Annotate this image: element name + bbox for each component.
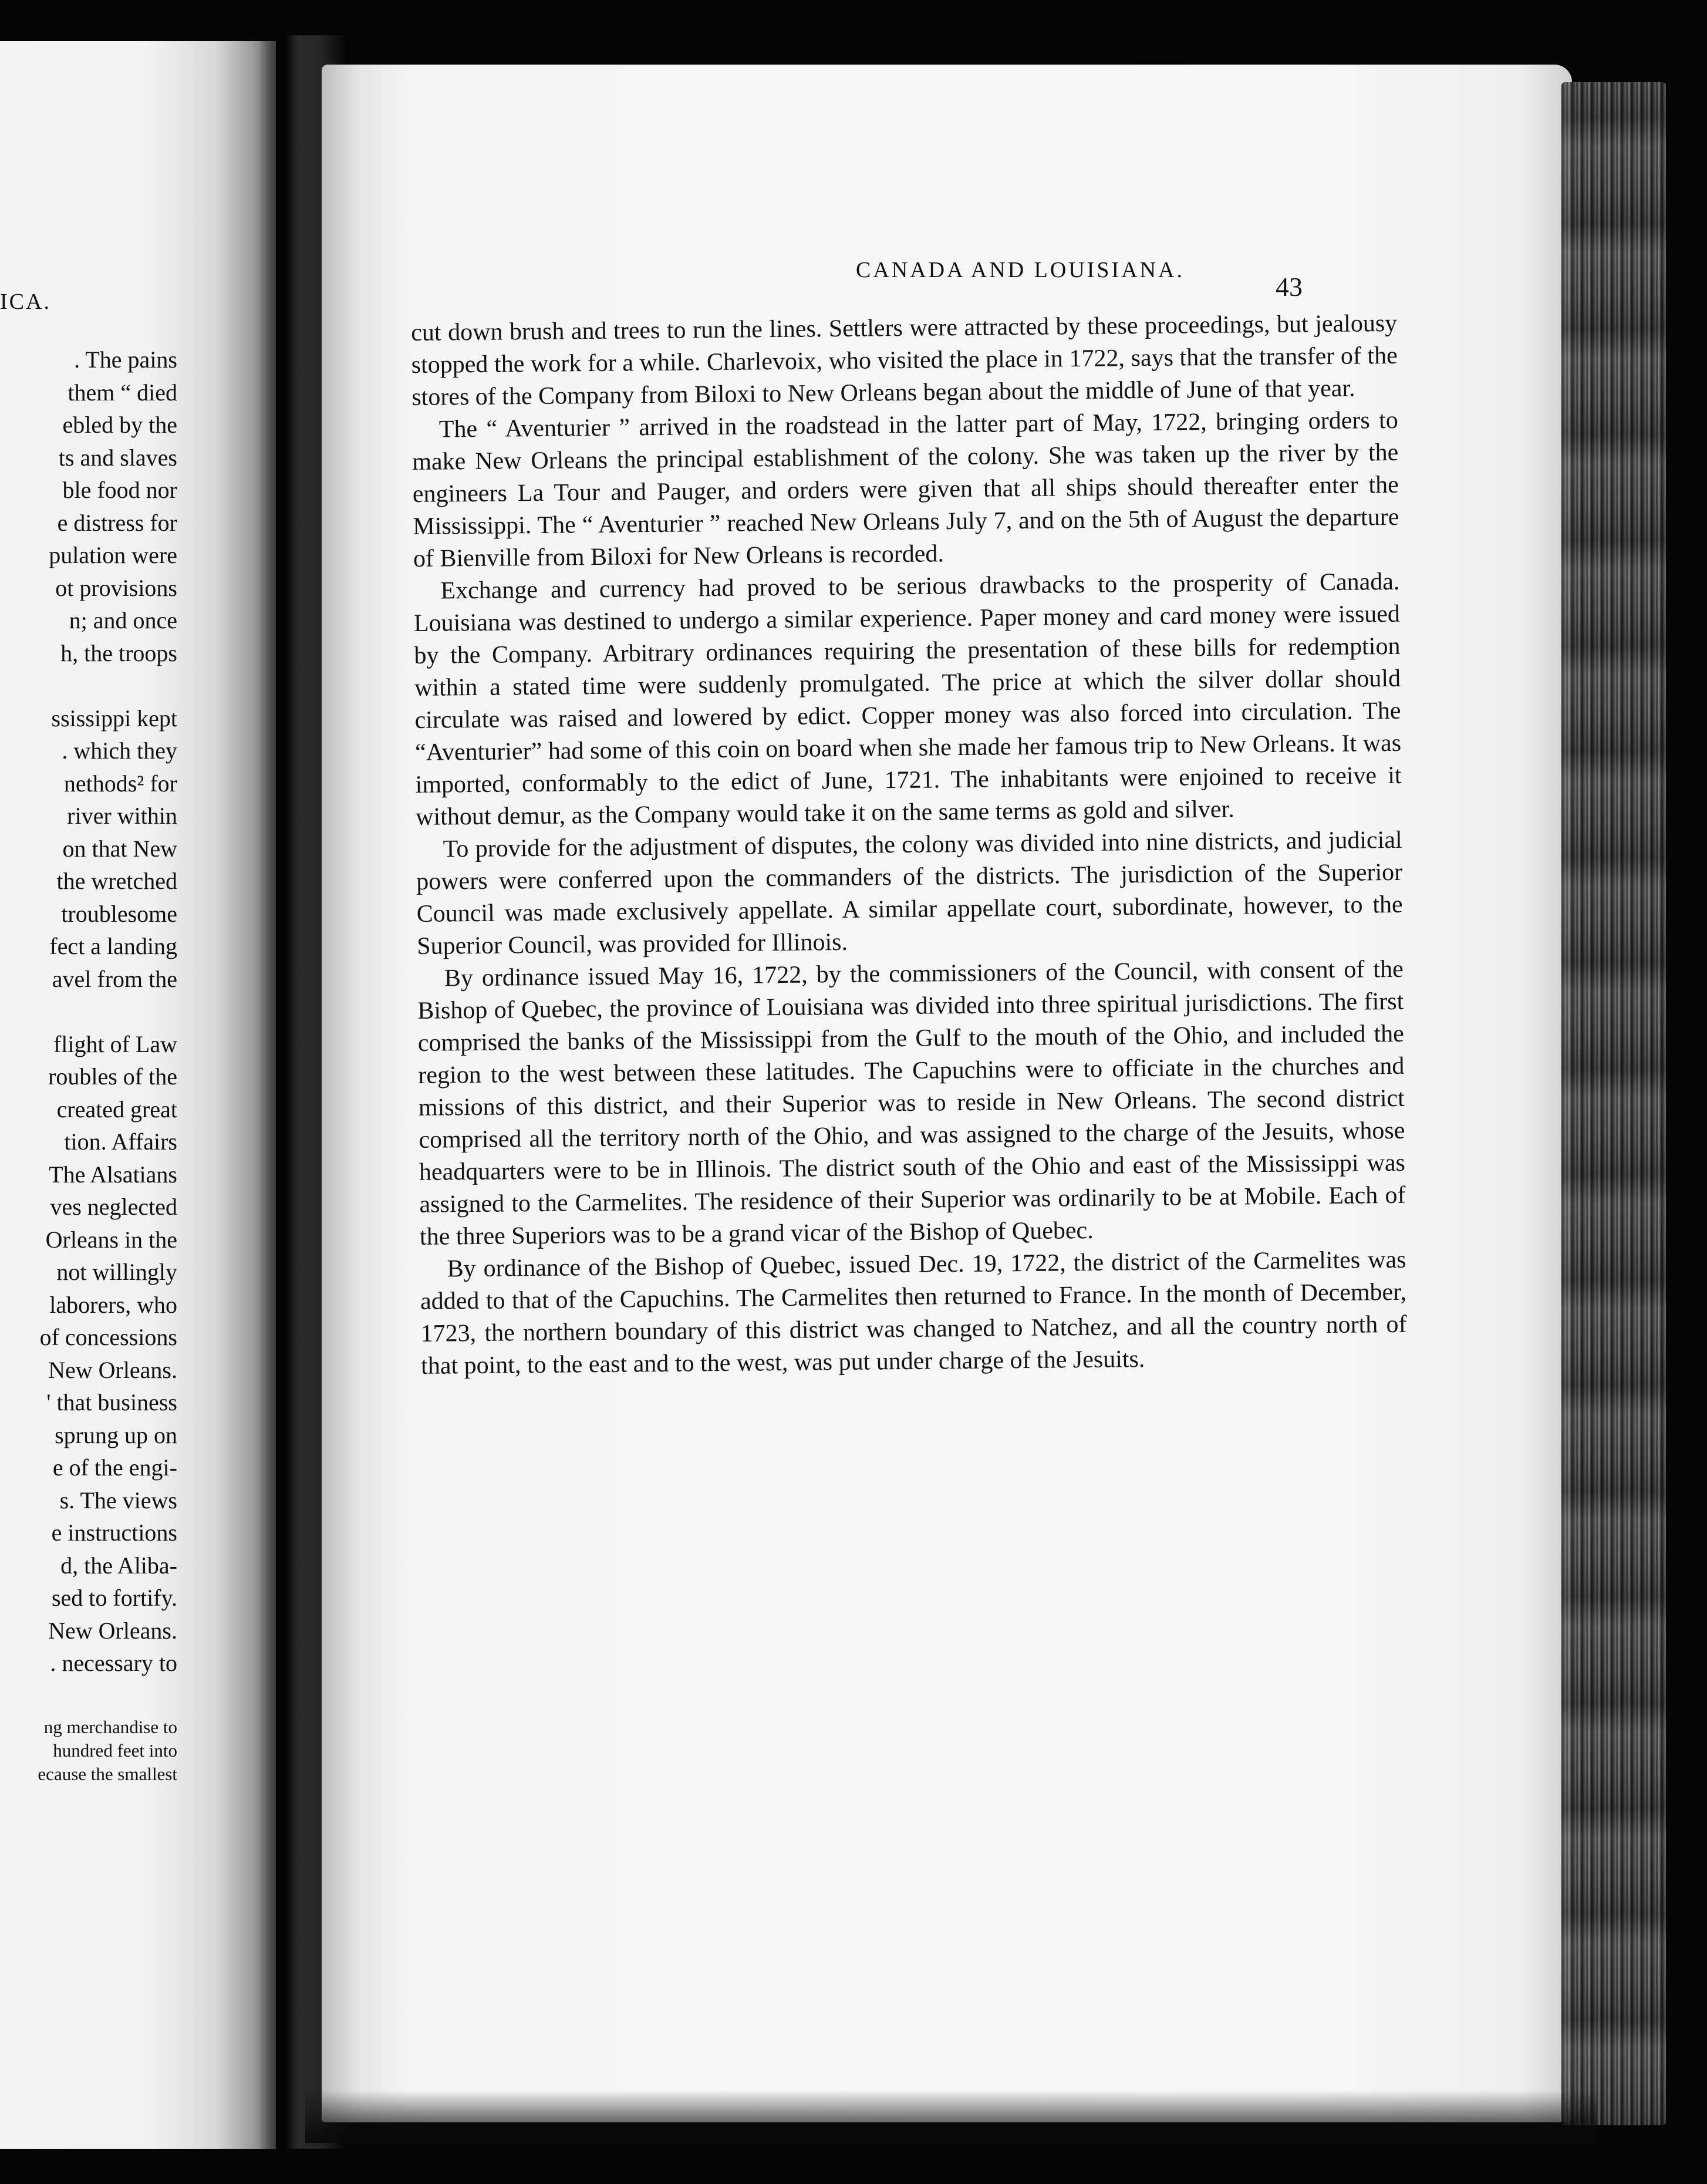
previous-page-line: The Alsatians	[49, 1161, 177, 1188]
previous-page-line: them “ died	[68, 379, 177, 406]
previous-page-line: avel from the	[52, 965, 177, 992]
previous-page-line: created great	[56, 1096, 177, 1123]
paragraph: cut down brush and trees to run the lines. Settlers were attracted by these proceedings, but jealousy stopped the work for a while. Charlevoix, who visited the place in 1722, says that the transfer of the stores of the Company from Biloxi to New Orleans began about the middle of June of that year.	[411, 309, 1398, 411]
previous-page-line: . which they	[62, 737, 177, 764]
previous-page-line: laborers, who	[49, 1291, 177, 1318]
previous-page-line: d, the Aliba-	[60, 1552, 177, 1579]
previous-page	[0, 41, 276, 2149]
previous-page-line	[0, 995, 177, 1028]
previous-page-line: . The pains	[74, 346, 177, 373]
book-page	[322, 65, 1572, 2122]
previous-page-line: sed to fortify.	[51, 1585, 177, 1611]
previous-page-line: of concessions	[39, 1324, 177, 1350]
previous-page-text	[0, 343, 177, 1680]
previous-page-line: e distress for	[57, 509, 177, 536]
paragraph: By ordinance issued May 16, 1722, by the commissioners of the Council, with consent of the Bishop of Quebec, the province of Louisiana was divided into three spiritual jurisdictions. The first comprised the banks of the Mississippi from the Gulf to the mouth of the Ohio, and included the region to the west between these latitudes. The Capuchins were to officiate in the churches and missions of this district, and their Superior was to reside in New Orleans. The second district comprised all the territory north of the Ohio, and was assigned to the charge of the Jesuits, whose headquarters were to be in Illinois. The district south of the Ohio and east of the Mississippi was assigned to the Carmelites. The residence of their Superior was ordinarily to be at Mobile. Each of the three Superiors was to be a grand vicar of the Bishop of Quebec.	[417, 955, 1406, 1251]
paragraph: Exchange and currency had proved to be serious drawbacks to the prosperity of Canada. Louisiana was destined to undergo a similar experience. Paper money and card money were issued by the Company. Arbitrary ordinances requiring the presentation of these bills for redemption within a stated time were suddenly promulgated. The price at which the silver dollar should circulate was raised and lowered by edict. Copper money was also forced into circulation. The “Aventurier” had some of this coin on board when she made her famous trip to New Orleans. It was imported, conformably to the edict of June, 1721. The inhabitants were enjoined to receive it without demur, as the Company would take it on the same terms as gold and silver.	[413, 568, 1402, 831]
book-fore-edge	[1561, 82, 1666, 2125]
previous-page-line: pulation were	[49, 542, 177, 568]
previous-page-line: roubles of the	[48, 1063, 177, 1090]
previous-page-footnote-line: ng merchandise to	[43, 1717, 177, 1737]
previous-page-line: New Orleans.	[48, 1356, 177, 1383]
previous-page-line: on that New	[62, 835, 177, 862]
previous-page-running-head: ICA.	[0, 289, 51, 314]
previous-page-line: troublesome	[61, 900, 177, 927]
page-body	[411, 308, 1407, 1383]
previous-page-line: not willingly	[56, 1259, 177, 1285]
previous-page-line: s. The views	[59, 1487, 177, 1514]
previous-page-line: ' that business	[46, 1389, 177, 1415]
previous-page-footnote-line: ecause the smallest	[38, 1764, 177, 1784]
previous-page-line: Orleans in the	[45, 1226, 177, 1253]
paragraph: To provide for the adjustment of disputes, the colony was divided into nine districts, and judicial powers were conferred upon the commanders of the districts. The jurisdiction of the Superior Council was made exclusively appellate. A similar appellate court, subordinate, however, to the Superior Council, was provided for Illinois.	[416, 826, 1403, 960]
previous-page-line: ebled by the	[62, 412, 177, 438]
previous-page-footnote-line: hundred feet into	[53, 1740, 177, 1761]
previous-page-line: . necessary to	[50, 1650, 177, 1676]
page-bottom-shadow	[305, 2090, 1597, 2143]
previous-page-line: e of the engi-	[52, 1454, 177, 1481]
previous-page-line: ot provisions	[55, 574, 177, 601]
previous-page-line: e instructions	[51, 1519, 177, 1546]
previous-page-line: ts and slaves	[58, 444, 177, 471]
running-head: CANADA AND LOUISIANA.	[855, 258, 1185, 282]
paragraph: By ordinance of the Bishop of Quebec, issued Dec. 19, 1722, the district of the Carmelites was added to that of the Capuchins. The Carmelites then returned to France. In the month of December, 1723, the northern boundary of this district was changed to Natchez, and all the country north of that point, to the east and to the west, was put under charge of the Jesuits.	[420, 1246, 1407, 1380]
previous-page-line: sprung up on	[55, 1421, 177, 1448]
previous-page-line: river within	[67, 803, 177, 829]
previous-page-line: ves neglected	[50, 1194, 177, 1220]
page-number: 43	[1276, 272, 1303, 302]
previous-page-line: tion. Affairs	[64, 1128, 177, 1155]
previous-page-line: nethods² for	[63, 770, 177, 797]
previous-page-line	[0, 669, 177, 702]
previous-page-line: flight of Law	[53, 1030, 177, 1057]
previous-page-line: the wretched	[56, 868, 177, 894]
previous-page-footnote	[0, 1715, 177, 1786]
previous-page-line: fect a landing	[49, 933, 177, 959]
previous-page-line: ble food nor	[62, 477, 177, 503]
previous-page-line: ssissippi kept	[51, 705, 177, 732]
previous-page-line: n; and once	[69, 607, 177, 633]
previous-page-line: New Orleans.	[48, 1617, 177, 1644]
previous-page-line: h, the troops	[60, 639, 177, 666]
paragraph: The “ Aventurier ” arrived in the roadstead in the latter part of May, 1722, bringing orders to make New Orleans the principal establishment of the colony. She was taken up the river by the engineers La Tour and Pauger, and orders were given that all ships should thereafter enter the Mississippi. The “ Aventurier ” reached New Orleans July 7, and on the 5th of August the departure of Bienville from Biloxi for New Orleans is recorded.	[412, 406, 1399, 572]
